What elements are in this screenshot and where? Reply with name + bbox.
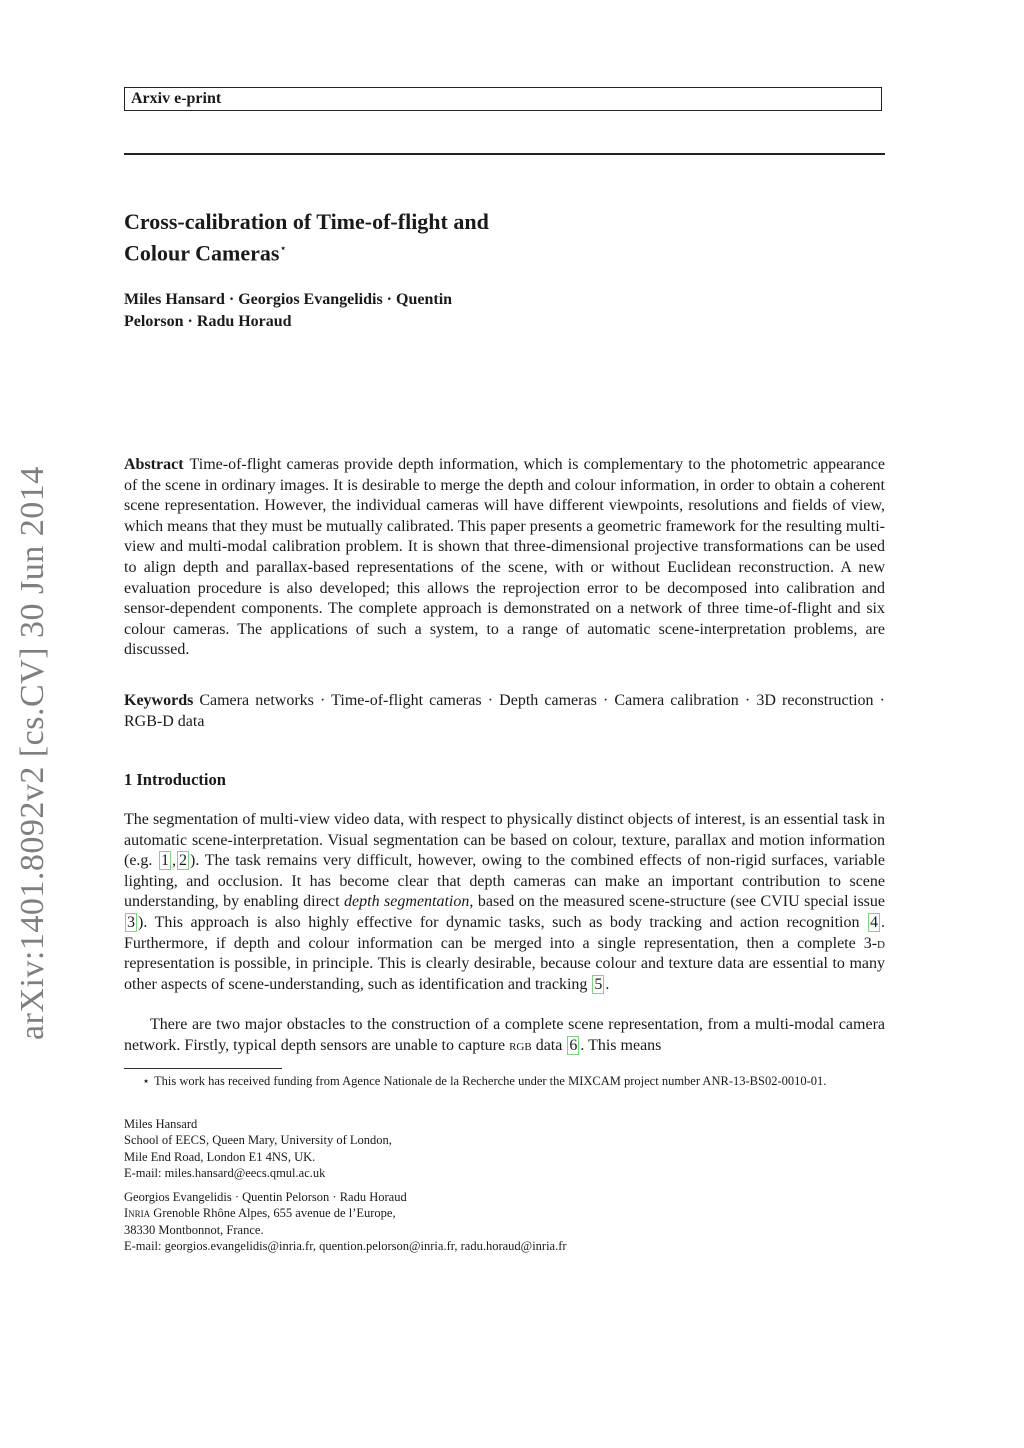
affil-line: Mile End Road, London E1 4NS, UK. [124, 1149, 316, 1164]
affil-names: Georgios Evangelidis · Quentin Pelorson · Radu Horaud [124, 1190, 407, 1204]
abstract [124, 455, 885, 661]
citation-link[interactable]: 6 [569, 1036, 578, 1054]
intro-paragraph-1: The segmentation of multi-view video data, with respect to physically distinct objects of interest, is an essential task in automatic scene-interpretation. Visual segmentation can be based on colour, texture, parallax and motion information (e.g. 1 , 2 ). The task remains very difficult, however, owing to the combined effects of non-rigid surfaces, variable lighting, and occlusion. It has become clear that depth cameras can make an important contribution to scene understanding, by enabling direct depth segmentation, based on the measured scene-structure (see CVIU special issue 3 ). This approach is also highly effective for dynamic tasks, such as body tracking and action recognition 4 . Furthermore, if depth and colour information can be merged into a single representation, then a complete 3-d representation is possible, in principle. This is clearly desirable, because colour and texture data are essential to many other aspects of scene-understanding, such as identification and tracking 5 . [124, 811, 886, 993]
footnote-mark: ⋆ [142, 1074, 150, 1088]
emphasis-depth-segmentation: depth segmentation [344, 893, 470, 911]
citation-link[interactable]: 1 [161, 852, 170, 870]
affiliation-inria [124, 1189, 885, 1254]
title-footnote-mark: ⋆ [279, 241, 287, 255]
paper-title [124, 208, 684, 266]
author-list [124, 289, 684, 333]
affil-email[interactable]: E-mail: miles.hansard@eecs.qmul.ac.uk [124, 1165, 326, 1180]
arxiv-identifier: arXiv:1401.8092v2 [cs.CV] 30 Jun 2014 [14, 466, 51, 1040]
keywords-text: Camera networks · Time-of-flight cameras · Depth cameras · Camera calibration · 3D reconstruction · RGB-D data [124, 692, 885, 730]
affil-line: School of EECS, Queen Mary, University of London, [124, 1133, 392, 1148]
section-heading-introduction: 1 Introduction [124, 770, 226, 789]
keywords-label: Keywords [124, 692, 194, 709]
affil-name: Miles Hansard [124, 1117, 198, 1131]
abstract-label: Abstract [124, 456, 184, 473]
citation-link[interactable]: 4 [870, 913, 878, 931]
authors-line-2: Pelorson · Radu Horaud [124, 313, 292, 330]
journal-header-box [124, 87, 882, 111]
funding-footnote [124, 1073, 885, 1089]
authors-line-1: Miles Hansard · Georgios Evangelidis · Quentin [124, 291, 453, 308]
intro-paragraph-2: There are two major obstacles to the construction of a complete scene representation, from a multi-modal camera network. Firstly, typical depth sensors are unable to capture rgb data 6 . This means [124, 1016, 885, 1054]
abstract-text: Time-of-flight cameras provide depth information, which is complementary to the photometric appearance of the scene in ordinary images. It is desirable to merge the depth and colour information, in order to obtain a coherent scene representation. However, the individual cameras will have different viewpoints, resolutions and fields of view, which means that they must be mutually calibrated. This paper presents a geometric framework for the resulting multi-view and multi-modal calibration problem. It is shown that three-dimensional projective transformations can be used to align depth and parallax-based representations of the scene, with or without Euclidean reconstruction. A new evaluation procedure is also developed; this allows the reprojection error to be decomposed into calibration and sensor-dependent components. The complete approach is demonstrated on a network of three time-of-flight and six colour cameras. The applications of such a system, to a range of automatic scene-interpretation problems, are discussed. [124, 456, 885, 659]
footnote-text: This work has received funding from Agence Nationale de la Recherche under the MIXCAM project number ANR-13-BS02-0010-01. [154, 1074, 827, 1088]
citation-link[interactable]: 3 [127, 913, 135, 931]
title-line-1: Cross-calibration of Time-of-flight and [124, 209, 489, 234]
affiliation-hansard [124, 1116, 885, 1181]
citation-link[interactable]: 5 [594, 975, 603, 993]
affil-line: Inria Grenoble Rhône Alpes, 655 avenue de l’Europe, [124, 1206, 396, 1221]
citation-link[interactable]: 2 [179, 852, 188, 870]
header-rule [124, 153, 885, 155]
footnote-rule [124, 1068, 282, 1069]
title-line-2: Colour Cameras⋆ [124, 240, 287, 266]
keywords [124, 691, 885, 732]
affil-email[interactable]: E-mail: georgios.evangelidis@inria.fr, quention.pelorson@inria.fr, radu.horaud@inria.fr [124, 1238, 567, 1253]
journal-header-label: Arxiv e-print [131, 90, 222, 107]
affil-line: 38330 Montbonnot, France. [124, 1222, 264, 1237]
